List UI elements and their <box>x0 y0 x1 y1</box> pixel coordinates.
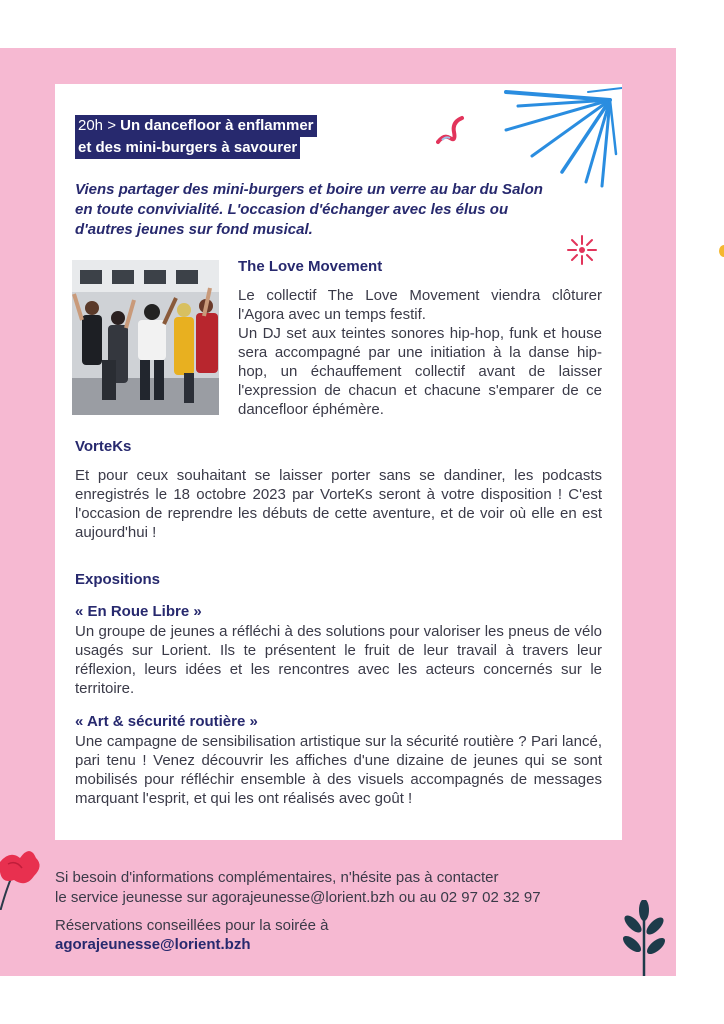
vorteks-paragraph: Et pour ceux souhaitant se laisser porter sans se dandiner, les podcasts enregistrés le 18 octobre 2023 par VorteKs seront à votre disposition ! C'est l'occasion de reprendre les débuts de cette aventure, et de voir où elle en est aujourd'hui ! <box>75 467 602 541</box>
firework-burst-icon <box>498 84 622 188</box>
love-movement-title: The Love Movement <box>238 258 383 275</box>
expo-roue-libre-text: Un groupe de jeunes a réfléchi à des solutions pour valoriser les pneus de vélo usagés sur Lorient. Ils te présentent le fruit de leur travail à travers leur réflexion, leurs idées et les rencontres avec les acteurs concernés sur le territoire. <box>75 623 602 697</box>
info-line-1: Si besoin d'informations complémentaires, n'hésite pas à contacter <box>55 869 499 886</box>
headline-line-1 <box>75 115 317 137</box>
headline-time: 20h > <box>78 117 121 134</box>
love-movement-paragraph-2: Un DJ set aux teintes sonores hip-hop, funk et house sera accompagné par une initiation à la danse hip-hop, un échauffement collectif avant de laisser l'expression de chacun et chacune s'emparer de ce dancefloor éphémère. <box>238 325 602 418</box>
expo-securite-text: Une campagne de sensibilisation artistique sur la sécurité routière ? Pari lancé, pari tenu ! Venez découvrir les affiches d'une dizaine de jeunes qui se sont mobilisés pour réfléchir ensemble à des visuels accompagnés de messages marquant l'esprit, et qui les ont réalisés avec goût ! <box>75 733 602 807</box>
expositions-title: Expositions <box>75 571 161 588</box>
vorteks-title: VorteKs <box>75 438 132 455</box>
reservation-email-line <box>55 935 251 955</box>
reservation-email-link[interactable]: agorajeunesse@lorient.bzh <box>55 936 251 953</box>
dance-photo <box>72 260 219 415</box>
leaf-branch-icon <box>616 900 672 976</box>
expo-securite-title: « Art & sécurité routière » <box>75 713 258 730</box>
headline-text-1: Un dancefloor à enflammer <box>120 117 314 134</box>
headline-line-2 <box>75 137 300 159</box>
love-movement-paragraph-1: Le collectif The Love Movement viendra clôturer l'Agora avec un temps festif. <box>238 287 602 323</box>
headline-text-2: et des mini-burgers à savourer <box>78 139 298 156</box>
intro-paragraph: Viens partager des mini-burgers et boire un verre au bar du Salon en toute convivialité. L'occasion d'échanger avec les élus ou d'autres jeunes sur fond musical. <box>75 181 543 238</box>
expo-roue-libre-title: « En Roue Libre » <box>75 603 202 620</box>
yellow-dot-icon <box>716 244 724 258</box>
reservation-label: Réservations conseillées pour la soirée à <box>55 917 329 934</box>
sparkle-icon <box>566 234 598 266</box>
confetti-icon <box>436 114 466 148</box>
info-line-2: le service jeunesse sur agorajeunesse@lorient.bzh ou au 02 97 02 32 97 <box>55 889 541 906</box>
flower-icon <box>0 840 48 910</box>
